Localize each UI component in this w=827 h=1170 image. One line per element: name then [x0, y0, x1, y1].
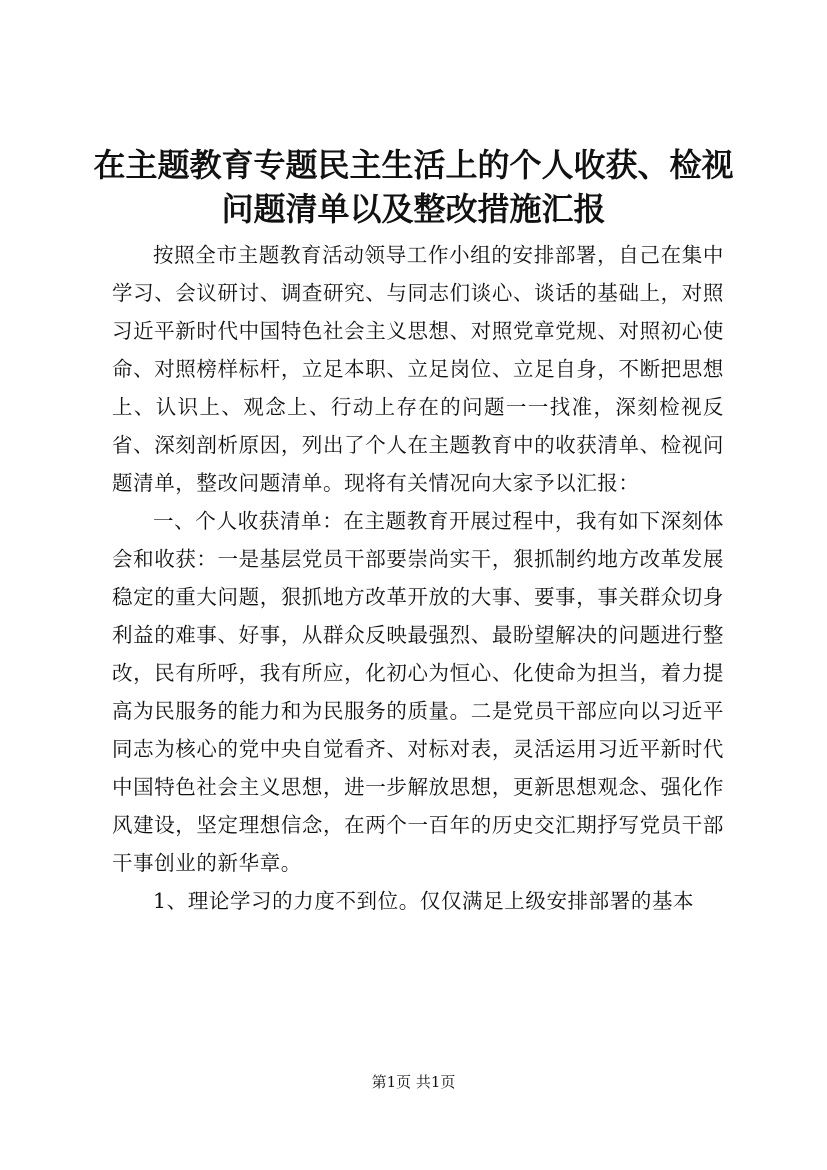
page-footer — [0, 1072, 827, 1092]
paragraph-problem-1: 1、理论学习的力度不到位。仅仅满足上级安排部署的基本 — [153, 889, 695, 913]
document-title: 在主题教育专题民主生活上的个人收获、检视问题清单以及整改措施汇报 — [93, 146, 734, 228]
paragraph-intro: 按照全市主题教育活动领导工作小组的安排部署，自己在集中学习、会议研讨、调查研究、与同志们谈心、谈话的基础上，对照习近平新时代中国特色社会主义思想、对照党章党规、对照初心使命、对照榜样标杆，立足本职、立足岗位、立足自身，不断把思想上、认识上、观念上、行动上存在的问题一一找准，深刻检视反省、深刻剖析原因，列出了个人在主题教育中的收获清单、检视问题清单，整改问题清单。现将有关情况向大家予以汇报： — [112, 243, 724, 495]
document-body — [112, 236, 724, 920]
page-number-label: 第1页 共1页 — [371, 1073, 456, 1091]
paragraph-harvest-list: 一、个人收获清单：在主题教育开展过程中，我有如下深刻体会和收获：一是基层党员干部要崇尚实干，狠抓制约地方改革发展稳定的重大问题，狠抓地方改革开放的大事、要事，事关群众切身利益的难事、好事，从群众反映最强烈、最盼望解决的问题进行整改，民有所呼，我有所应，化初心为恒心、化使命为担当，着力提高为民服务的能力和为民服务的质量。二是党员干部应向以习近平同志为核心的党中央自觉看齐、对标对表，灵活运用习近平新时代中国特色社会主义思想，进一步解放思想，更新思想观念、强化作风建设，坚定理想信念，在两个一百年的历史交汇期抒写党员干部干事创业的新华章。 — [112, 509, 724, 875]
